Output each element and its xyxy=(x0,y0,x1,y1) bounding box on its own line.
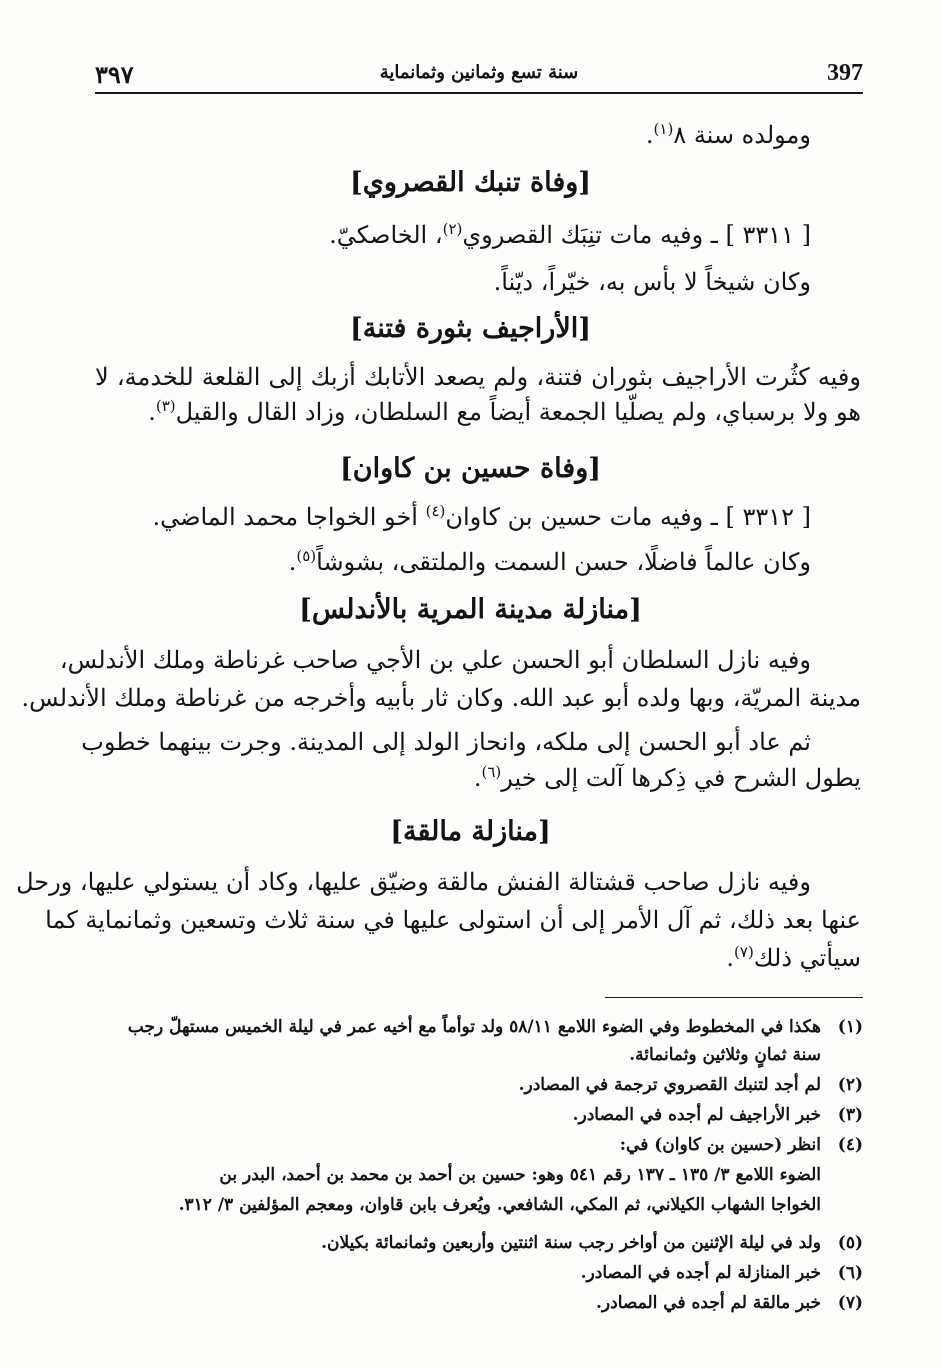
footnote-number: (٢) xyxy=(837,1075,863,1095)
heading-husayn-death: [وفاة حسين بن كاوان] xyxy=(339,453,602,484)
footnote-separator xyxy=(605,997,863,998)
almeria-paragraph-line-1: وفيه نازل السلطان أبو الحسن علي بن الأجي صاحب غرناطة وملك الأندلس، xyxy=(59,646,811,674)
entry-3311: [ ٣٣١١ ] ـ وفيه مات تنِبَك القصروي$^{(٢)}$، الخاصكيّ. xyxy=(329,220,811,249)
page-number-latin: 397 xyxy=(827,60,863,86)
footnote-number: (٤) xyxy=(837,1135,863,1155)
almeria-paragraph-line-2: مدينة المريّة، وبها ولده أبو عبد الله. وكان ثار بأبيه وأخرجه من غرناطة وملك الأندلس. xyxy=(21,684,861,712)
entry-3312-description: وكان عالماً فاضلًا، حسن السمت والملتقى، بشوشاً$^{(٥)}$. xyxy=(288,547,811,576)
heading-almeria-siege: [منازلة مدينة المرية بالأندلس] xyxy=(299,594,642,625)
footnote-2-text: لم أجد لتنبك القصروي ترجمة في المصادر. xyxy=(518,1075,821,1095)
footnote-7-text: خبر مالقة لم أجده في المصادر. xyxy=(596,1293,821,1313)
footnote-1-line-2: سنة ثمانٍ وثلاثين وثمانمائة. xyxy=(629,1045,821,1065)
birth-line: ومولده سنة ٨$^{(١)}$. xyxy=(645,120,811,149)
rumors-paragraph-line-1: وفيه كثُرت الأراجيف بثوران فتنة، ولم يصعد الأتابك أزبك إلى القلعة للخدمة، لا xyxy=(95,363,861,391)
malaga-paragraph-line-2: عنها بعد ذلك، ثم آل الأمر إلى أن استولى عليها في سنة ثلاث وتسعين وثمانماية كما xyxy=(45,906,861,934)
footnote-number: (٥) xyxy=(837,1233,863,1253)
footnote-number: (٦) xyxy=(837,1263,863,1283)
page-header xyxy=(95,58,863,94)
almeria-paragraph-line-3: ثم عاد أبو الحسن إلى ملكه، وانحاز الولد إلى المدينة. وجرت بينهما خطوب xyxy=(81,728,811,756)
footnote-number: (٣) xyxy=(837,1105,863,1125)
footnote-4-line-1: انظر (حسين بن كاوان) في: xyxy=(619,1135,821,1155)
malaga-paragraph-line-1: وفيه نازل صاحب قشتالة الفنش مالقة وضيّق عليها، وكاد أن يستولي عليها، ورحل xyxy=(16,868,811,896)
footnote-6-text: خبر المنازلة لم أجده في المصادر. xyxy=(580,1263,821,1283)
footnote-3-text: خبر الأراجيف لم أجده في المصادر. xyxy=(572,1105,821,1125)
rumors-paragraph-line-2: هو ولا برسباي، ولم يصلّيا الجمعة أيضاً مع السلطان، وزاد القال والقيل$^{(٣)}$. xyxy=(148,397,861,426)
footnote-number: (١) xyxy=(837,1017,863,1037)
heading-rumors: [الأراجيف بثورة فتنة] xyxy=(349,313,592,344)
heading-tanbak-death: [وفاة تنبك القصروي] xyxy=(349,167,592,198)
footnote-5-text: ولد في ليلة الإثنين من أواخر رجب سنة اثنتين وأربعين وثمانمائة بكيلان. xyxy=(321,1233,821,1253)
entry-3312: [ ٣٣١٢ ] ـ وفيه مات حسين بن كاوان$^{(٤)}$ أخو الخواجا محمد الماضي. xyxy=(152,502,811,531)
entry-3311-description: وكان شيخاً لا بأس به، خيّراً، ديّناً. xyxy=(493,268,811,296)
malaga-paragraph-line-3: سيأتي ذلك$^{(٧)}$. xyxy=(726,943,861,972)
footnote-1-line-1: هكذا في المخطوط وفي الضوء اللامع ٥٨/١١ ولد توأماً مع أخيه عمر في ليلة الخميس مستهلّ رجب xyxy=(127,1017,821,1037)
footnote-4-line-3: الخواجا الشهاب الكيلاني، ثم المكي، الشافعي. ويُعرف بابن قاوان، ومعجم المؤلفين ٣/ ٣١٢. xyxy=(178,1195,821,1215)
running-title: سنة تسع وثمانين وثمانماية xyxy=(379,62,579,83)
almeria-paragraph-line-4: يطول الشرح في ذِكرها آلت إلى خير$^{(٦)}$. xyxy=(473,763,861,792)
footnote-4-line-2: الضوء اللامع ٣/ ١٣٥ ـ ١٣٧ رقم ٥٤١ وهو: حسين بن أحمد بن محمد بن أحمد، البدر بن xyxy=(219,1165,821,1185)
footnote-number: (٧) xyxy=(837,1293,863,1313)
page-number-arabic: ٣٩٧ xyxy=(95,60,134,89)
heading-malaga-siege: [منازلة مالقة] xyxy=(390,816,551,847)
